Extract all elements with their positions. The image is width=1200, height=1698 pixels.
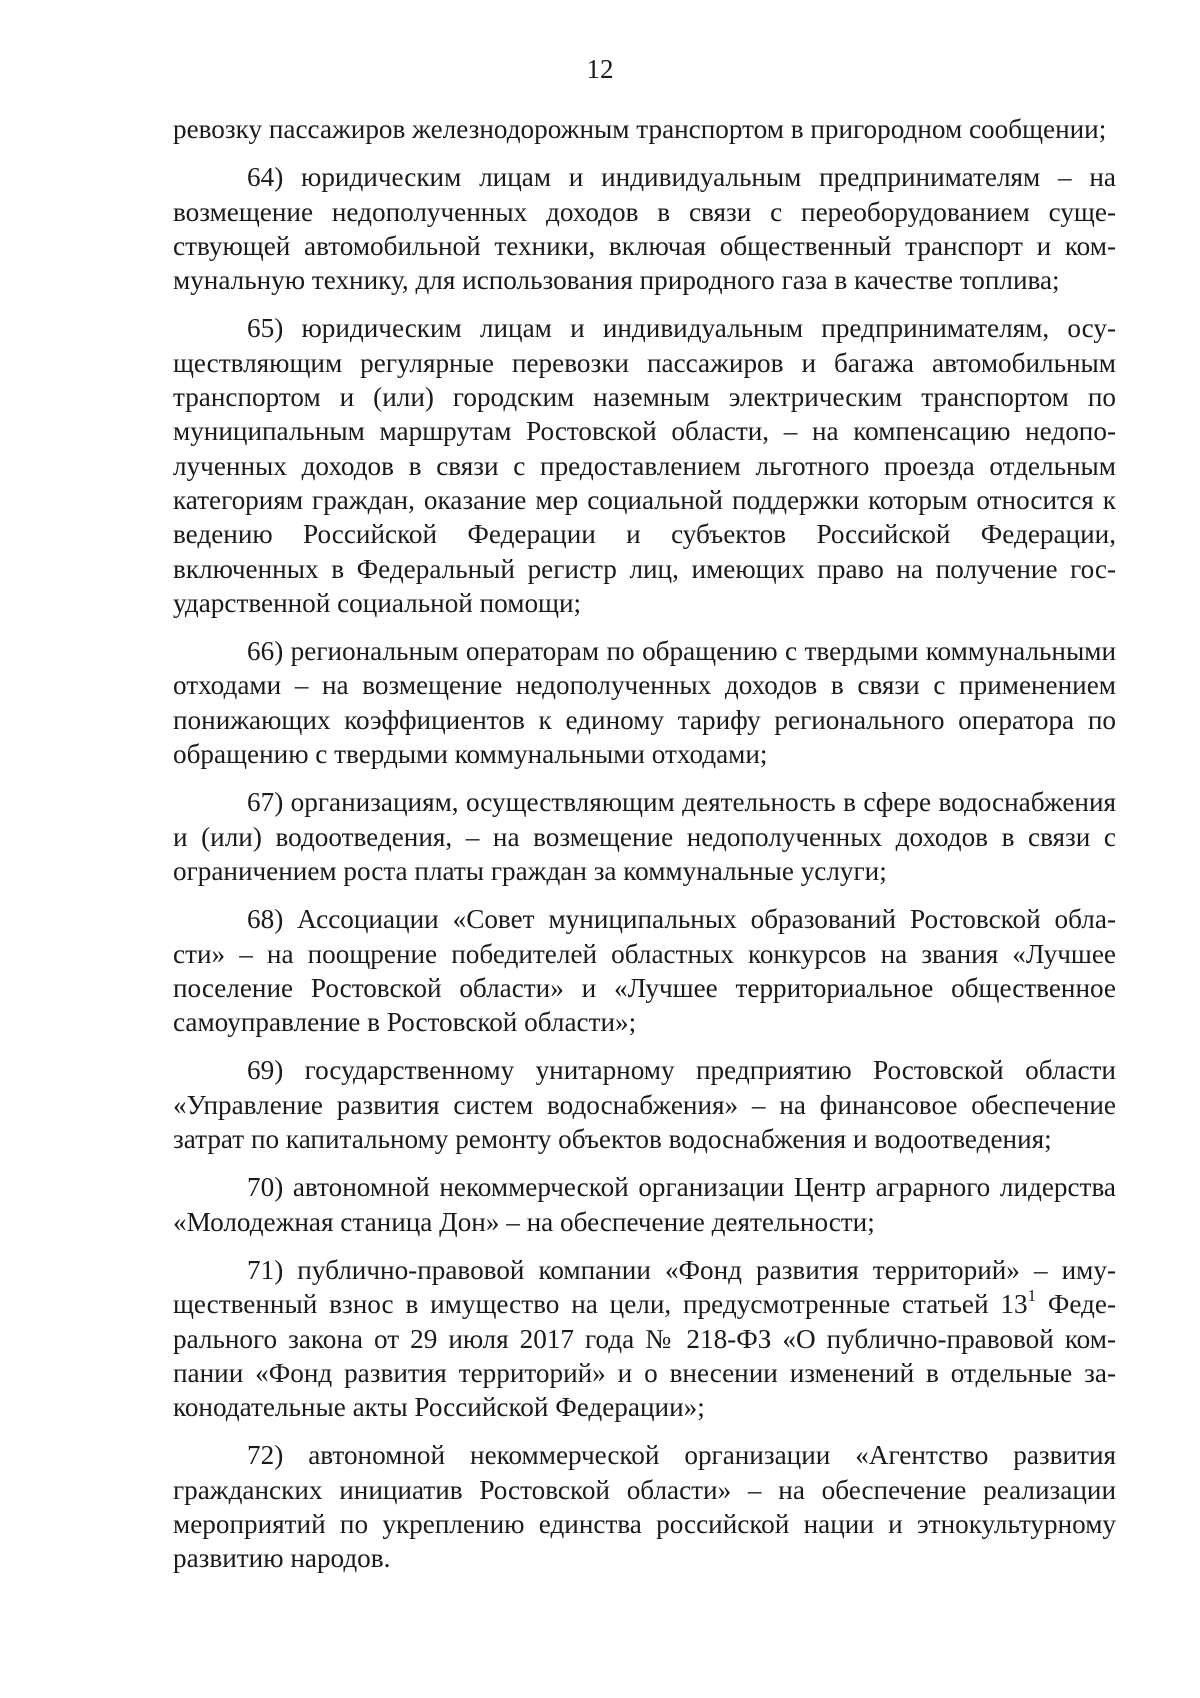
- paragraph-item-65: 65) юридическим лицам и индивидуальным предпринимателям, осуществляющим регулярные перевозки пассажиров и багажа автомобильным транспортом и (или) городским наземным электрическим транспортом по муниципальным маршрутам Ростовской области, – на компенсацию недополученных доходов в связи с предоставлением льготного проезда отдельным категориям граждан, оказание мер социальной поддержки которым относится к ведению Российской Федерации и субъектов Российской Федерации, включенных в Федеральный регистр лиц, имеющих право на получение государственной социальной помощи;: [173, 313, 1116, 618]
- paragraph-item-66: 66) региональным операторам по обращению с твердыми коммунальными отходами – на возмещение недополученных доходов в связи с применением понижающих коэффициентов к единому тарифу регионального оператора по обращению с твердыми коммунальными отходами;: [173, 636, 1116, 770]
- superscript-article-index: 1: [1027, 1286, 1036, 1306]
- paragraph-item-70: 70) автономной некоммерческой организации Центр аграрного лидерства «Молодежная станица Дон» – на обеспечение деятельности;: [173, 1172, 1116, 1237]
- paragraph-item-71-text-before: 71) публично-правовой компании «Фонд развития территорий» – имущественный взнос в имущество на цели, предусмотренные статьей 13: [173, 1254, 1116, 1320]
- paragraph-item-71-text-after: Федерального закона от 29 июля 2017 года № 218-ФЗ «О публично-правовой компании «Фонд развития территорий» и о внесении изменений в отдельные законодательные акты Российской Федерации»;: [173, 1289, 1116, 1423]
- paragraph-item-71: [173, 1253, 1116, 1424]
- paragraph-item-68: 68) Ассоциации «Совет муниципальных образований Ростовской области» – на поощрение победителей областных конкурсов на звания «Лучшее поселение Ростовской области» и «Лучшее территориальное общественное самоуправление в Ростовской области»;: [173, 904, 1116, 1038]
- paragraph-item-72: 72) автономной некоммерческой организации «Агентство развития гражданских инициатив Ростовской области» – на обеспечение реализации мероприятий по укреплению единства российской нации и этнокультурному развитию народов.: [173, 1440, 1116, 1574]
- paragraph-continuation: ревозку пассажиров железнодорожным транспортом в пригородном сообщении;: [173, 114, 1107, 144]
- paragraph-item-64: 64) юридическим лицам и индивидуальным предпринимателям – на возмещение недополученных доходов в связи с переоборудованием существующей автомобильной техники, включая общественный транспорт и коммунальную технику, для использования природного газа в качестве топлива;: [173, 162, 1116, 296]
- paragraph-item-69: 69) государственному унитарному предприятию Ростовской области «Управление развития систем водоснабжения» – на финансовое обеспечение затрат по капитальному ремонту объектов водоснабжения и водоотведения;: [173, 1055, 1116, 1155]
- document-body: [173, 112, 1116, 1590]
- paragraph-item-67: 67) организациям, осуществляющим деятельность в сфере водоснабжения и (или) водоотведения, – на возмещение недополученных доходов в связи с ограничением роста платы граждан за коммунальные услуги;: [173, 787, 1116, 886]
- page-number: 12: [586, 54, 614, 84]
